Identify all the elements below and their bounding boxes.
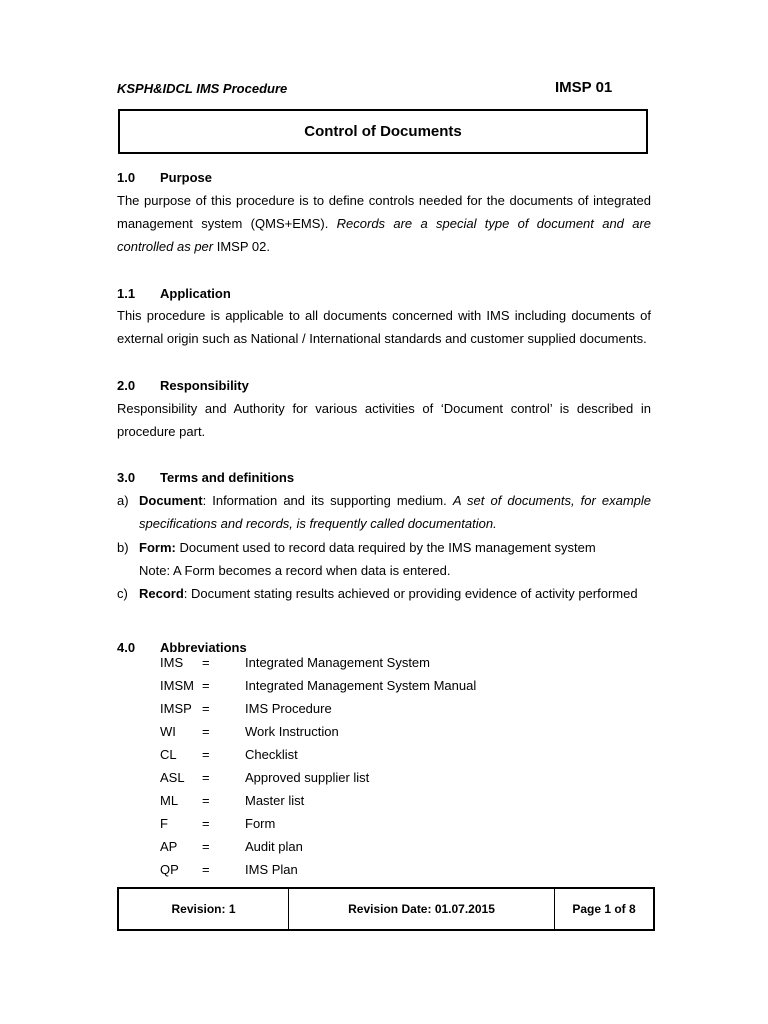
abbr-value: IMS Plan [245,862,298,877]
abbr-equals: = [202,770,210,785]
section-title: Purpose [160,170,213,185]
term-text: : Information and its supporting medium. [202,493,453,508]
abbr-equals: = [202,724,210,739]
abbr-equals: = [202,701,210,716]
term-c-definition [139,582,651,605]
abbreviation-row [160,862,298,885]
section-number: 1.1 [117,286,136,301]
term-text: Document used to record data required by the IMS management system [175,540,596,555]
abbr-equals: = [202,816,210,831]
abbr-key: IMS [160,655,184,670]
section-number: 1.0 [117,170,136,185]
section-number: 2.0 [117,378,136,393]
footer-page-number: Page 1 of 8 [572,902,636,916]
term-a-definition [139,489,651,535]
purpose-paragraph [117,189,651,258]
abbreviation-row [160,793,304,816]
abbr-equals: = [202,747,210,762]
abbr-equals: = [202,862,210,877]
abbr-equals: = [202,678,210,693]
abbreviation-row [160,724,339,747]
abbreviation-row [160,701,332,724]
abbr-key: CL [160,747,177,762]
term-italic-text: A set of documents, for example specifications and records, is frequently called documentation. [139,493,651,531]
abbreviation-row [160,839,303,862]
section-number: 4.0 [117,640,136,655]
abbr-key: AP [160,839,178,854]
footer-revision: Revision: 1 [119,889,289,929]
abbr-value: Form [245,816,276,831]
section-title: Responsibility [160,378,249,393]
section-number: 3.0 [117,470,136,485]
purpose-ref-text: IMSP 02. [213,239,270,254]
abbr-key: IMSP [160,701,192,716]
section-heading-responsibility [117,378,249,393]
abbr-equals: = [202,655,210,670]
purpose-italic-text: Records are a special type of document and are controlled as per [117,216,652,254]
abbreviation-row [160,655,430,678]
abbr-key: WI [160,724,176,739]
abbr-key: IMSM [160,678,194,693]
page-title-text: Control of Documents [304,123,462,140]
section-heading-application [117,286,231,301]
responsibility-paragraph: Responsibility and Authority for various activities of ‘Document control’ is described in procedure part. [117,401,651,439]
section-title: Abbreviations [160,640,247,655]
abbreviation-row [160,747,298,770]
term-name: Form: [139,540,176,555]
abbr-key: ASL [160,770,185,785]
section-heading-terms [117,470,294,485]
abbr-value: Integrated Management System [245,655,430,670]
term-name: Record [139,586,184,601]
term-name: Document [139,493,203,508]
section-title: Application [160,286,231,301]
abbr-key: F [160,816,168,831]
abbr-value: Work Instruction [245,724,339,739]
abbr-value: Master list [245,793,305,808]
footer-revision-date: Revision Date: 01.07.2015 [289,889,555,929]
abbr-equals: = [202,793,210,808]
doc-footer [117,887,655,931]
doc-code: IMSP 01 [555,79,613,96]
abbr-equals: = [202,839,210,854]
abbr-value: Audit plan [245,839,303,854]
abbreviation-row [160,770,369,793]
abbr-value: IMS Procedure [245,701,332,716]
section-title: Terms and definitions [160,470,295,485]
term-b-label: b) [117,540,129,555]
term-text: : Document stating results achieved or providing evidence of activity performed [183,586,638,601]
term-b-definition [139,536,651,559]
abbr-value: Approved supplier list [245,770,370,785]
purpose-text: The purpose of this procedure is to define controls needed for the documents of integrated management system (QMS+EMS). [117,193,651,231]
abbreviation-row [160,816,275,839]
section-heading-abbreviations [117,640,247,655]
doc-header-title: KSPH&IDCL IMS Procedure [117,81,288,96]
abbr-value: Integrated Management System Manual [245,678,477,693]
application-paragraph: This procedure is applicable to all documents concerned with IMS including documents of external origin such as National / International standards and customer supplied documents. [117,308,651,346]
abbr-key: ML [160,793,179,808]
term-b-note: Note: A Form becomes a record when data is entered. [139,563,451,578]
page-title [118,109,648,154]
term-a-label: a) [117,493,129,508]
abbreviation-row [160,678,476,701]
term-c-label: c) [117,586,128,601]
abbr-key: QP [160,862,179,877]
section-heading-purpose [117,170,212,185]
abbr-value: Checklist [245,747,298,762]
